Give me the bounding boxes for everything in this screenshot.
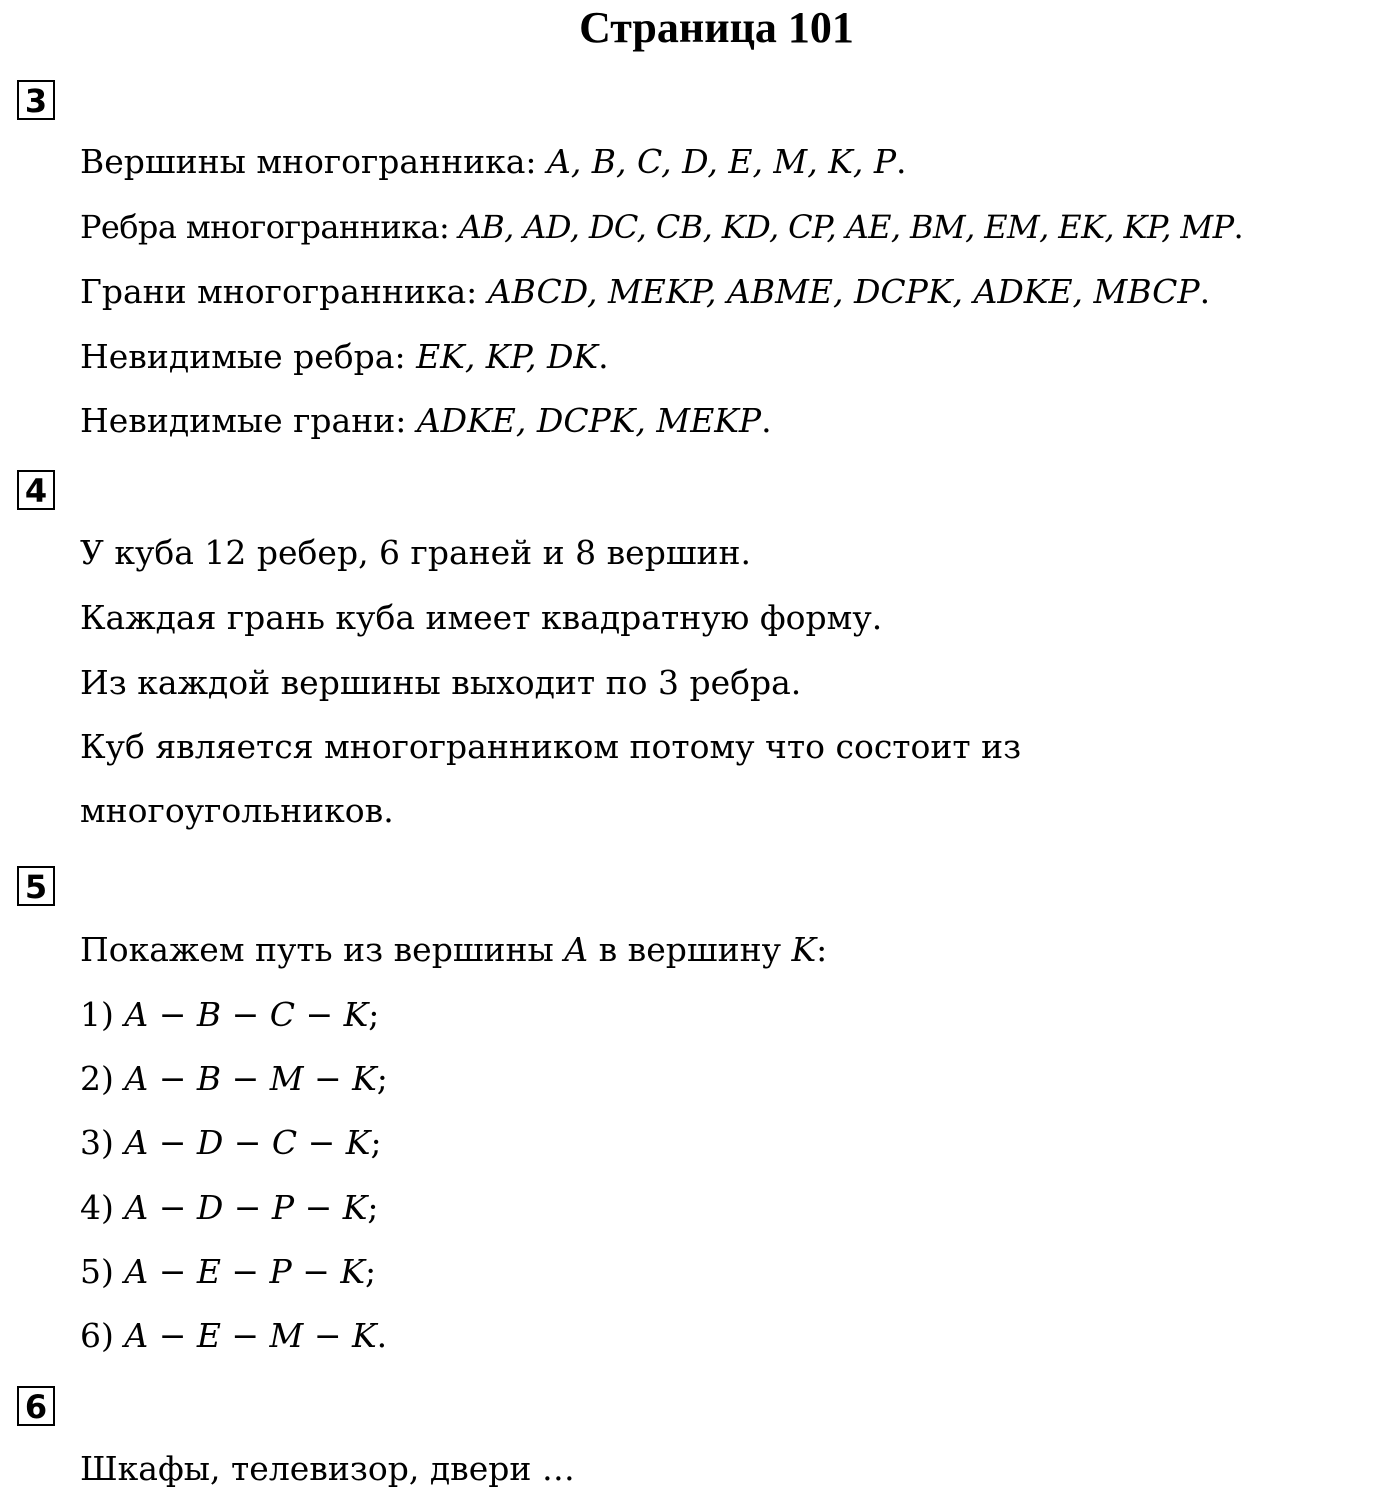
task-number-6: 6 xyxy=(17,1386,55,1426)
path-label: 4) xyxy=(80,1188,125,1227)
path-formula: A − B − C − K xyxy=(124,995,369,1034)
path-label: 2) xyxy=(80,1059,125,1098)
task-number-5: 5 xyxy=(17,866,55,906)
task5-intro-text: Покажем путь из вершины xyxy=(80,930,565,969)
task4-line-3: Из каждой вершины выходит по 3 ребра. xyxy=(80,663,802,702)
task3-hidden-faces-line xyxy=(80,399,772,443)
punctuation: ; xyxy=(367,1188,379,1227)
task4-line-4: Куб является многогранником потому что состоит из xyxy=(80,727,1022,766)
task3-faces-line xyxy=(80,270,1210,314)
task3-hidden-faces-label: Невидимые грани: xyxy=(80,401,417,440)
task5-path-4 xyxy=(80,1186,379,1230)
task4-line-5: многоугольников. xyxy=(80,791,394,830)
path-label: 1) xyxy=(80,995,125,1034)
task3-hidden-edges-label: Невидимые ребра: xyxy=(80,337,417,376)
task4-line-1: У куба 12 ребер, 6 граней и 8 вершин. xyxy=(80,533,751,572)
punctuation: ; xyxy=(368,995,380,1034)
punctuation: ; xyxy=(370,1123,382,1162)
task3-vertices-line xyxy=(80,140,907,184)
task5-path-3 xyxy=(80,1121,382,1165)
path-formula: A − E − P − K xyxy=(124,1252,366,1291)
punctuation: ; xyxy=(376,1059,388,1098)
path-formula: A − D − C − K xyxy=(124,1123,371,1162)
punctuation: . xyxy=(376,1316,388,1355)
task5-end-vertex: K xyxy=(791,930,817,969)
task3-hidden-faces-list: ADKE, DCPK, MEKP xyxy=(416,401,762,440)
task5-path-2 xyxy=(80,1057,388,1101)
path-label: 6) xyxy=(80,1316,125,1355)
task3-vertices-label: Вершины многогранника: xyxy=(80,142,547,181)
task4-line-2: Каждая грань куба имеет квадратную форму. xyxy=(80,598,883,637)
punctuation: . xyxy=(761,401,772,440)
page-title: Страница 101 xyxy=(579,3,854,52)
task6-line-1: Шкафы, телевизор, двери … xyxy=(80,1449,575,1488)
task3-hidden-edges-line xyxy=(80,335,609,379)
task3-faces-list: ABCD, MEKP, ABME, DCPK, ADKE, MBCP xyxy=(487,272,1200,311)
task5-path-6 xyxy=(80,1314,387,1358)
task5-path-5 xyxy=(80,1250,376,1294)
path-formula: A − B − M − K xyxy=(124,1059,377,1098)
task3-edges-list: AB, AD, DC, CB, KD, CP, AE, BM, EM, EK, KP, MP xyxy=(458,208,1234,246)
task5-intro-line xyxy=(80,928,827,972)
punctuation: . xyxy=(1233,208,1244,246)
punctuation: . xyxy=(896,142,907,181)
task-number-3: 3 xyxy=(17,80,55,120)
punctuation: . xyxy=(598,337,609,376)
punctuation: : xyxy=(816,930,828,969)
task3-edges-label: Ребра многогранника: xyxy=(80,208,459,246)
punctuation: . xyxy=(1199,272,1211,311)
path-label: 5) xyxy=(80,1252,125,1291)
punctuation: ; xyxy=(365,1252,377,1291)
task3-faces-label: Грани многогранника: xyxy=(80,272,488,311)
path-formula: A − D − P − K xyxy=(124,1188,368,1227)
path-label: 3) xyxy=(80,1123,125,1162)
task5-intro-text-2: в вершину xyxy=(588,930,792,969)
task5-path-1 xyxy=(80,993,379,1037)
task3-edges-line xyxy=(80,205,1243,249)
task5-start-vertex: A xyxy=(564,930,589,969)
task3-hidden-edges-list: EK, KP, DK xyxy=(416,337,599,376)
path-formula: A − E − M − K xyxy=(124,1316,377,1355)
task3-vertices-list: A, B, C, D, E, M, K, P xyxy=(547,142,897,181)
task-number-4: 4 xyxy=(17,470,55,510)
